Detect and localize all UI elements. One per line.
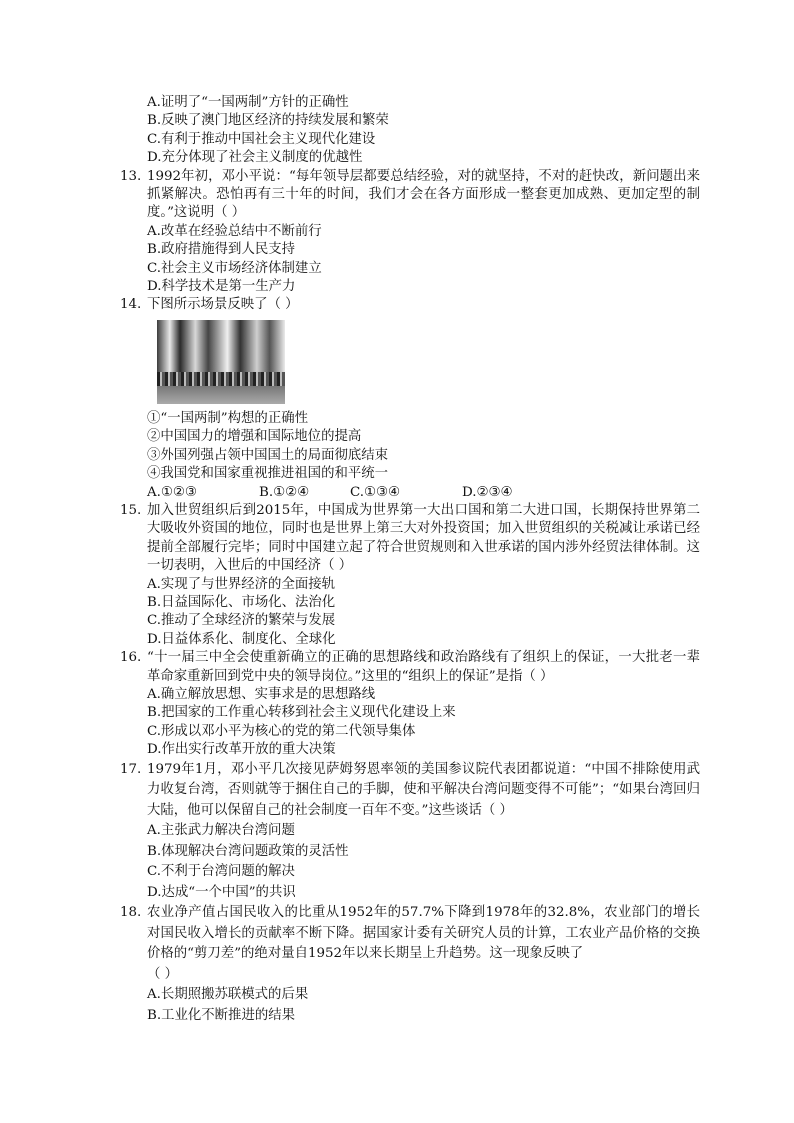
question-stem: “十一届三中全会使重新确立的正确的思想路线和政治路线有了组织上的保证，一大批老一辈革命家重新回到党中央的领导岗位。”这里的“组织上的保证”是指（ ） bbox=[147, 650, 700, 684]
option-c[interactable]: C.①③④ bbox=[350, 484, 401, 500]
question-stem: 1979年1月，邓小平几次接见萨姆努恩率领的美国参议院代表团都说道：“中国不排除使用武力收复台湾，否则就等于捆住自己的手脚，使和平解决台湾问题变得不可能”；“如果台湾回归大陆，他可以保留自己的社会制度一百年不变。”这些谈话（ ） bbox=[147, 761, 700, 818]
option-a[interactable]: A.长期照搬苏联模式的后果 bbox=[147, 987, 309, 1003]
question-list bbox=[120, 94, 700, 1026]
option-b[interactable]: B.反映了澳门地区经济的持续发展和繁荣 bbox=[147, 113, 389, 129]
option-b[interactable]: B.把国家的工作重心转移到社会主义现代化建设上来 bbox=[147, 705, 456, 721]
question-16 bbox=[120, 649, 700, 759]
question-number: 16. bbox=[120, 650, 142, 666]
option-c[interactable]: C.社会主义市场经济体制建立 bbox=[147, 260, 322, 276]
ceremony-photo bbox=[157, 320, 285, 404]
question-number: 13. bbox=[120, 168, 142, 184]
question-14 bbox=[120, 296, 700, 501]
option-c[interactable]: C.不利于台湾问题的解决 bbox=[147, 864, 295, 880]
prev-question-options bbox=[120, 94, 700, 168]
option-a[interactable]: A.主张武力解决台湾问题 bbox=[147, 823, 295, 839]
question-number: 18. bbox=[120, 905, 142, 921]
option-d[interactable]: D.达成“一个中国”的共识 bbox=[147, 884, 296, 900]
statement-2: ②中国国力的增强和国际地位的提高 bbox=[147, 429, 362, 445]
question-stem: 下图所示场景反映了（ ） bbox=[147, 297, 299, 313]
answer-blank: （ ） bbox=[147, 966, 179, 982]
option-d[interactable]: D.日益体系化、制度化、全球化 bbox=[147, 631, 336, 647]
option-b[interactable]: B.体现解决台湾问题政策的灵活性 bbox=[147, 843, 349, 859]
option-a[interactable]: A.①②③ bbox=[147, 484, 197, 500]
question-stem: 农业净产值占国民收入的比重从1952年的57.7%下降到1978年的32.8%，农业部门的增长对国民收入增长的贡献率不断下降。据国家计委有关研究人员的计算，工农业产品价格的交换价格的“剪刀差”的绝对量自1952年以来长期呈上升趋势。这一现象反映了 bbox=[147, 905, 700, 962]
statement-3: ③外国列强占领中国国土的局面彻底结束 bbox=[147, 447, 389, 463]
question-number: 17. bbox=[120, 761, 142, 777]
question-stem: 1992年初，邓小平说：“每年领导层都要总结经验，对的就坚持，不对的赶快改，新问题出来抓紧解决。恐怕再有三十年的时间，我们才会在各方面形成一整套更加成熟、更加定型的制度。”这说明（ ） bbox=[147, 168, 700, 221]
option-d[interactable]: D.作出实行改革开放的重大决策 bbox=[147, 742, 336, 758]
question-number: 15. bbox=[120, 502, 142, 518]
question-15 bbox=[120, 502, 700, 649]
question-number: 14. bbox=[120, 297, 142, 313]
option-d[interactable]: D.②③④ bbox=[462, 484, 513, 500]
answer-choices bbox=[120, 484, 700, 502]
statement-1: ①“一国两制”构想的正确性 bbox=[147, 410, 308, 426]
question-13 bbox=[120, 168, 700, 297]
option-b[interactable]: B.政府措施得到人民支持 bbox=[147, 242, 296, 258]
option-a[interactable]: A.确立解放思想、实事求是的思想路线 bbox=[147, 686, 376, 702]
option-d[interactable]: D.科学技术是第一生产力 bbox=[147, 279, 296, 295]
question-stem: 加入世贸组织后到2015年，中国成为世界第一大出口国和第二大进口国，长期保持世界第二大吸收外资国的地位，同时也是世界上第三大对外投资国；加入世贸组织的关税减让承诺已经提前全部履行完毕；同时中国建立起了符合世贸规则和入世承诺的国内涉外经贸法律体制。这一切表明，入世后的中国经济（ ） bbox=[147, 502, 700, 574]
option-c[interactable]: C.形成以邓小平为核心的党的第二代领导集体 bbox=[147, 723, 416, 739]
statement-4: ④我国党和国家重视推进祖国的和平统一 bbox=[147, 466, 389, 482]
question-18 bbox=[120, 903, 700, 1026]
option-a[interactable]: A.改革在经验总结中不断前行 bbox=[147, 223, 322, 239]
option-c[interactable]: C.有利于推动中国社会主义现代化建设 bbox=[147, 131, 376, 147]
option-b[interactable]: B.工业化不断推进的结果 bbox=[147, 1007, 296, 1023]
question-17 bbox=[120, 760, 700, 904]
option-a[interactable]: A.实现了与世界经济的全面接轨 bbox=[147, 576, 336, 592]
option-b[interactable]: B.日益国际化、市场化、法治化 bbox=[147, 594, 336, 610]
option-b[interactable]: B.①②④ bbox=[259, 484, 310, 500]
option-c[interactable]: C.推动了全球经济的繁荣与发展 bbox=[147, 613, 336, 629]
option-a[interactable]: A.证明了“一国两制”方针的正确性 bbox=[147, 95, 349, 110]
option-d[interactable]: D.充分体现了社会主义制度的优越性 bbox=[147, 150, 363, 166]
